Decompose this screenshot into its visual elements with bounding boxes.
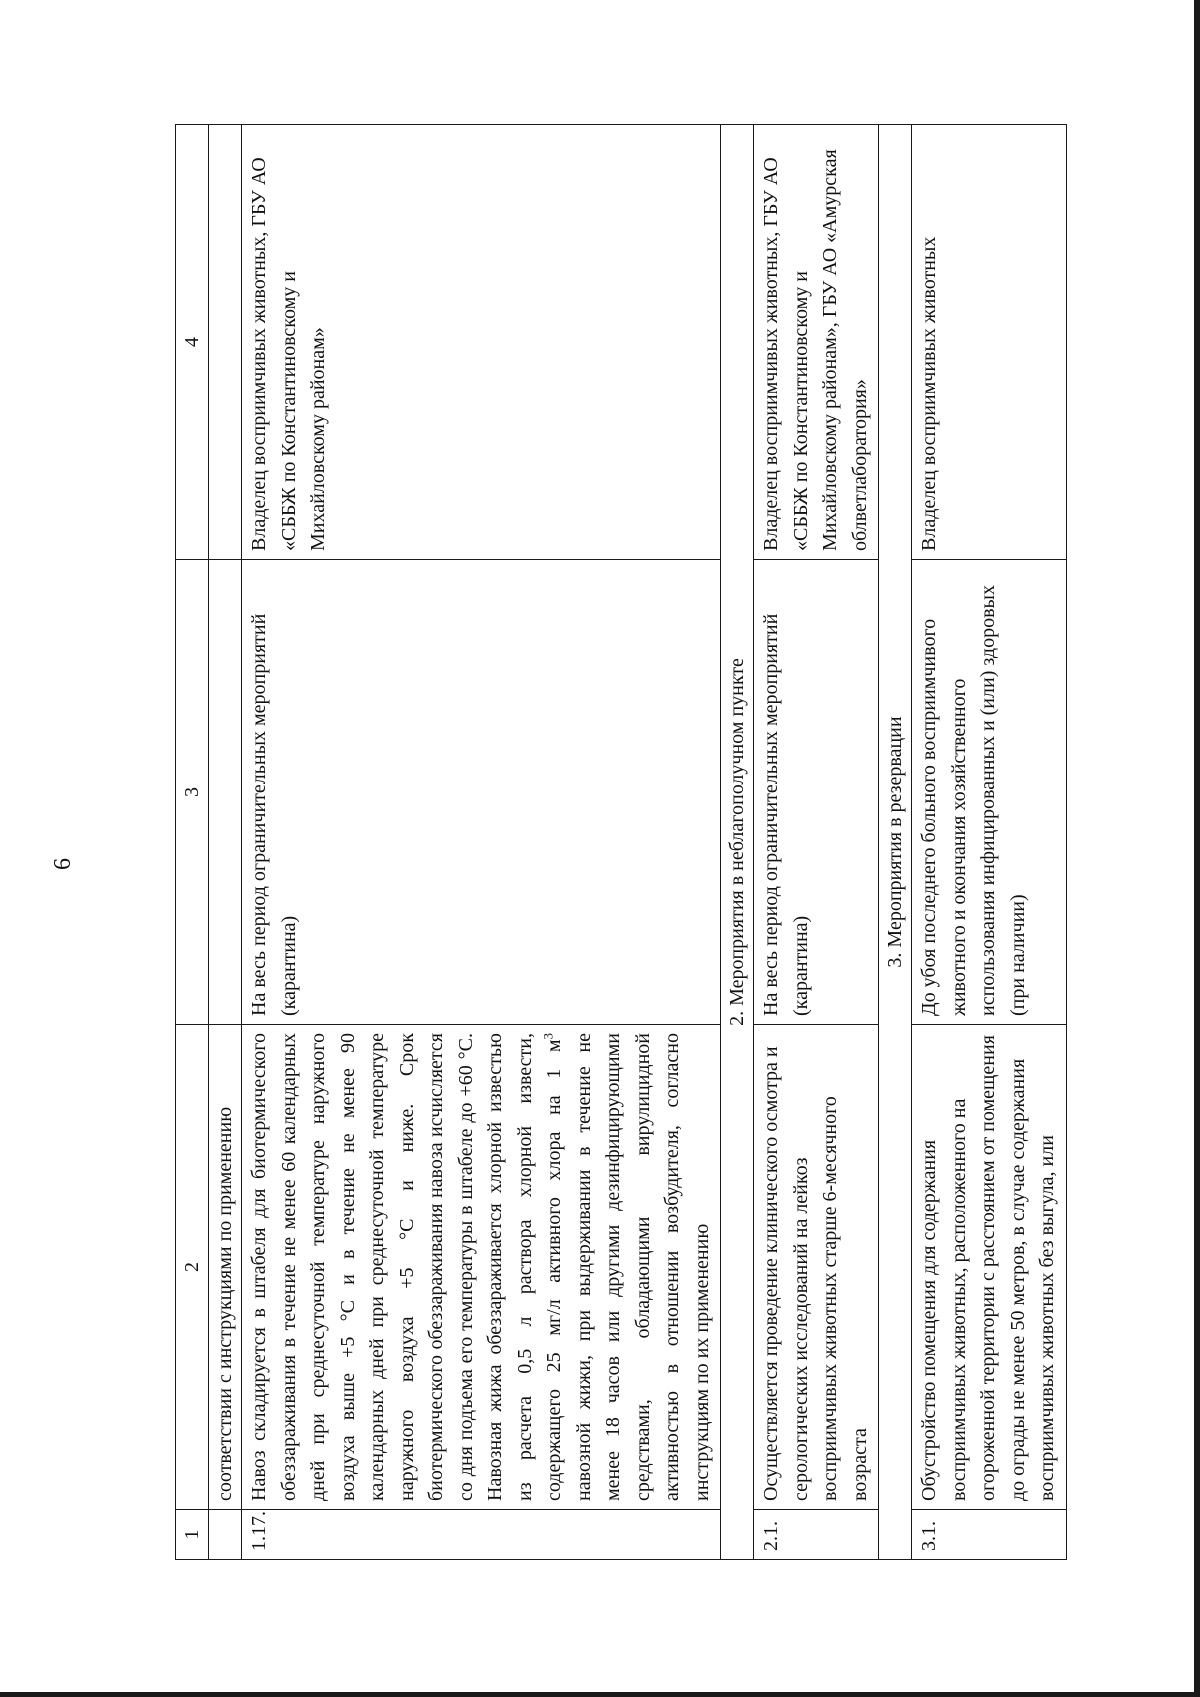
measures-table — [175, 124, 1067, 1560]
header-cell-3: 3 — [176, 560, 209, 1025]
section-title: 2. Мероприятия в неблагополучном пункте — [721, 125, 754, 1560]
header-cell-1: 1 — [176, 1510, 209, 1560]
responsible-cell: Владелец восприимчивых животных, ГБУ АО «СББЖ по Константиновскому и Михайловскому районам» — [242, 125, 721, 560]
table-header-row — [176, 125, 209, 1560]
section-heading-row-2 — [721, 125, 754, 1560]
row-number-cell: 3.1. — [912, 1510, 1067, 1560]
responsible-cell: Владелец восприимчивых животных — [912, 125, 1067, 560]
term-cell: На весь период ограничительных мероприятий (карантина) — [242, 560, 721, 1025]
measure-text-part1: Навоз складируется в штабеля для биотермического обеззараживания в течение не менее 60 календарных дней при среднесуточной температуре наружного воздуха выше +5 °С и в течение не менее 90 календарных дней при среднесуточной температуре наружного воздуха +5 °С и ниже. Срок биотермического обеззараживания навоза исчисляется со дня подъема его температуры в штабеле до +60 °С. Навозная жижа обеззараживается хлорной известью из расчета 0,5 л раствора хлорной извести, содержащего 25 мг/л активного хлора на 1 м — [248, 1033, 565, 1501]
table-row-3-1 — [912, 125, 1067, 1560]
section-heading-row-3 — [879, 125, 912, 1560]
measure-cell — [242, 1025, 721, 1510]
page-number: 6 — [50, 858, 76, 870]
header-cell-2: 2 — [176, 1025, 209, 1510]
table-row-2-1 — [754, 125, 879, 1560]
row-number-cell: 2.1. — [754, 1510, 879, 1560]
measure-cell: Осуществляется проведение клинического осмотра и серологических исследований на лейкоз восприимчивых животных старше 6-месячного возраста — [754, 1025, 879, 1510]
measure-cell: Обустройство помещения для содержания восприимчивых животных, расположенного на огороженной территории с расстоянием от помещения до ограды не менее 50 метров, в случае содержания восприимчивых животных без выгула, или — [912, 1025, 1067, 1510]
rotated-table-container — [175, 125, 1080, 1560]
term-cell: На весь период ограничительных мероприятий (карантина) — [754, 560, 879, 1025]
responsible-cell — [209, 125, 242, 560]
term-cell — [209, 560, 242, 1025]
header-cell-4: 4 — [176, 125, 209, 560]
row-number-cell: 1.17. — [242, 1510, 721, 1560]
measure-text-part2: навозной жижи, при выдерживании в течение не менее 18 часов или другими дезинфицирующими средствами, обладающими вирулицидной активностью в отношении возбудителя, согласно инструкциям по их применению — [572, 1033, 713, 1501]
term-cell: До убоя последнего больного восприимчивого животного и окончания хозяйственного использования инфицированных и (или) здоровых (при наличии) — [912, 560, 1067, 1025]
table-row-1-17 — [242, 125, 721, 1560]
responsible-cell: Владелец восприимчивых животных, ГБУ АО «СББЖ по Константиновскому и Михайловскому районам», ГБУ АО «Амурская облветлаборатория» — [754, 125, 879, 560]
table-row-continuation — [209, 125, 242, 1560]
measure-cell: соответствии с инструкциями по применению — [209, 1025, 242, 1510]
cubic-superscript: 3 — [540, 1033, 556, 1040]
section-title: 3. Мероприятия в резервации — [879, 125, 912, 1560]
row-number-cell — [209, 1510, 242, 1560]
